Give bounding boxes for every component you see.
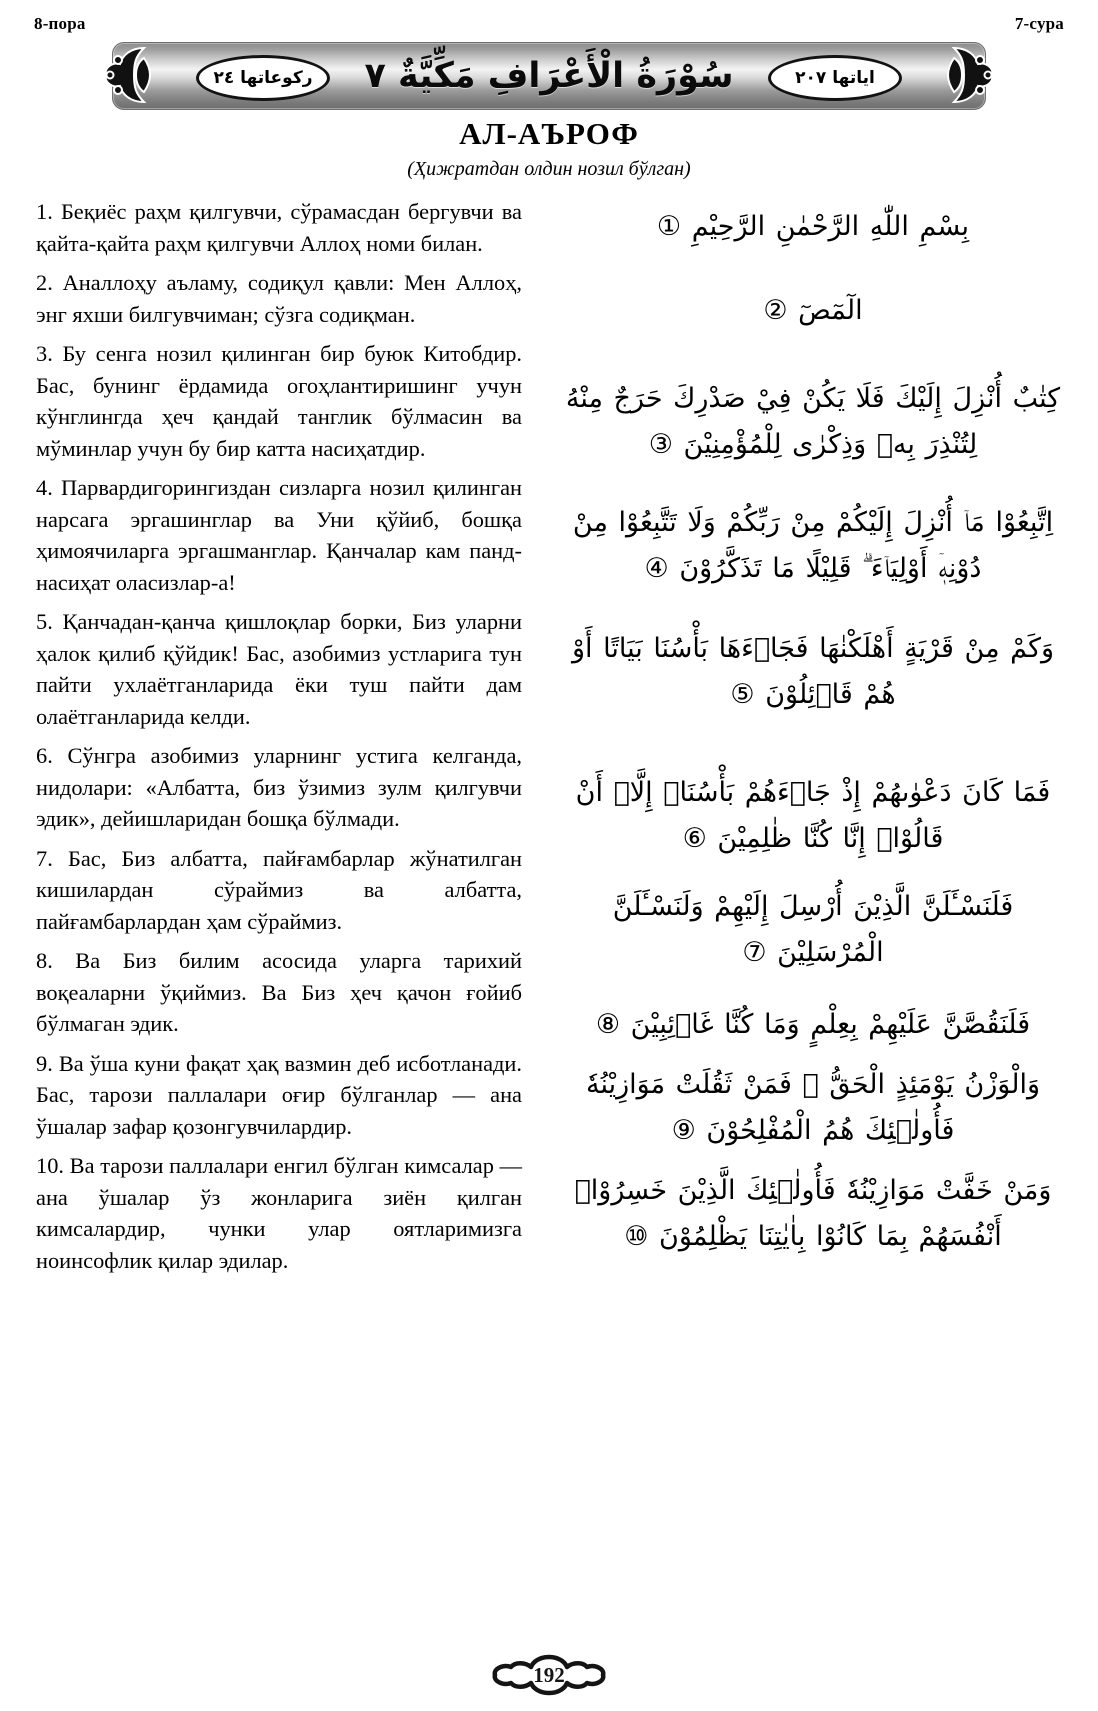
page-number: 192 xyxy=(533,1662,565,1687)
ayah-count-badge: اياتها ٢٠٧ xyxy=(768,55,902,101)
running-head-surah: 7-сура xyxy=(1014,14,1064,33)
translation-verse: 3. Бу сенга нозил қилинган бир буюк Китобдир. Бас, бунинг ёрдамида огоҳлантиришинг учун кўнглингда ҳеч қандай танглик бўлмасин ва мўминлар учун бу бир катта насиҳатдир. xyxy=(36,341,522,461)
translation-verse: 5. Қанчадан-қанча қишлоқлар борки, Биз уларни ҳалок қилиб қўйдик! Бас, азобимиз устларига тун пайти ухлаётганларида ёки туш пайти дам олаётганларида келди. xyxy=(36,609,522,729)
arabic-verse: فَلَنَسْـَٔلَنَّ الَّذِيْنَ أُرْسِلَ إِلَيْهِمْ وَلَنَسْـَٔلَنَّ الْمُرْسَلِيْنَ ⑦ xyxy=(612,891,1014,968)
running-head-juz: 8-пора xyxy=(34,14,86,33)
surah-banner xyxy=(100,42,998,108)
translation-verse: 4. Парвардигорингиздан сизларга нозил қилинган нарсага эргашинглар ва Уни қўйиб, бошқа ҳимоячиларга эргашманглар. Қанчалар кам панд-насиҳат оласизлар-а! xyxy=(36,475,522,595)
arabic-verse: وَكَمْ مِنْ قَرْيَةٍ أَهْلَكْنٰهَا فَجَاۤءَهَا بَأْسُنَا بَيَاتًا أَوْ هُمْ قَاۤئِلُوْنَ ⑤ xyxy=(572,633,1054,710)
surah-name-arabic: سُوْرَةُ الْأَعْرَافِ مَكِّيَّةٌ ٧ xyxy=(364,56,734,96)
arabic-verse: بِسْمِ اللّٰهِ الرَّحْمٰنِ الرَّحِيْمِ ① xyxy=(656,211,970,242)
ruku-count-badge: رکوعاتها ٢٤ xyxy=(196,55,330,101)
arabic-verse: وَمَنْ خَفَّتْ مَوَازِيْنُهٗ فَأُولٰۤئِكَ الَّذِيْنَ خَسِرُوْاۤ أَنْفُسَهُمْ بِمَا كَانُوْا بِاٰيٰتِنَا يَظْلِمُوْنَ ⑩ xyxy=(574,1175,1052,1252)
translation-verse: 10. Ва тарози паллалари енгил бўлган кимсалар — ана ўшалар ўз жонларига зиён қилган кимсалардир, чунки улар оятларимизга ноинсофлик қилар эдилар. xyxy=(36,1153,522,1273)
arabic-verse: فَمَا كَانَ دَعْوٰىهُمْ إِذْ جَاۤءَهُمْ بَأْسُنَاۤ إِلَّاۤ أَنْ قَالُوْاۤ إِنَّا كُنَّا ظٰلِمِيْنَ ⑥ xyxy=(575,777,1051,854)
translation-verse: 6. Сўнгра азобимиз уларнинг устига келганда, нидолари: «Албатта, биз ўзимиз зулм қилгувчи эдик», дейишларидан бошқа бўлмади. xyxy=(36,743,522,831)
arabic-verse: وَالْوَزْنُ يَوْمَئِذٍ الْحَقُّ ۚ فَمَنْ ثَقُلَتْ مَوَازِيْنُهٗ فَأُولٰۤئِكَ هُمُ الْمُفْلِحُوْنَ ⑨ xyxy=(586,1069,1040,1146)
page-number-ornament xyxy=(0,1653,1098,1697)
translation-verse: 2. Аналлоҳу аъламу, содиқул қавли: Мен Аллоҳ, энг яхши билгувчиман; сўзга содиқман. xyxy=(36,270,522,327)
translation-verse: 7. Бас, Биз албатта, пайғамбарлар жўнатилган кишилардан сўраймиз ва албатта, пайғамбарлардан ҳам сўраймиз. xyxy=(36,845,522,934)
arabic-verse: اِتَّبِعُوْا مَاۤ أُنْزِلَ إِلَيْكُمْ مِنْ رَبِّكُمْ وَلَا تَتَّبِعُوْا مِنْ دُوْنِهٖۤ أَوْلِيَاۤءَ ۗ قَلِيْلًا مَا تَذَكَّرُوْنَ ④ xyxy=(572,507,1054,584)
translation-verse: 9. Ва ўша куни фақат ҳақ вазмин деб исботланади. Бас, тарози паллалари оғир бўлганлар — ана ўшалар зафар қозонгувчилардир. xyxy=(36,1050,522,1139)
arabic-verse: كِتٰبٌ أُنْزِلَ إِلَيْكَ فَلَا يَكُنْ فِيْ صَدْرِكَ حَرَجٌ مِنْهُ لِتُنْذِرَ بِهٖ وَذِكْرٰى لِلْمُؤْمِنِيْنَ ③ xyxy=(565,383,1061,460)
translation-column xyxy=(36,196,522,1284)
surah-revelation-note: (Ҳижратдан олдин нозил бўлган) xyxy=(407,158,691,180)
arabic-column xyxy=(558,196,1068,1274)
page-title: АЛ-АЪРОФ xyxy=(459,116,639,151)
arabic-verse: فَلَنَقُصَّنَّ عَلَيْهِمْ بِعِلْمٍ وَمَا كُنَّا غَاۤئِبِيْنَ ⑧ xyxy=(595,1009,1031,1040)
page-body xyxy=(0,196,1098,1711)
translation-verse: 1. Беқиёс раҳм қилгувчи, сўрамасдан бергувчи ва қайта-қайта раҳм қилгувчи Аллоҳ номи билан. xyxy=(36,199,522,256)
arabic-verse: الٓمٓصٓ ② xyxy=(763,295,863,326)
translation-verse: 8. Ва Биз билим асосида уларга тарихий воқеаларни ўқиймиз. Ва Биз ҳеч қачон ғойиб бўлмаган эдик. xyxy=(36,948,522,1036)
